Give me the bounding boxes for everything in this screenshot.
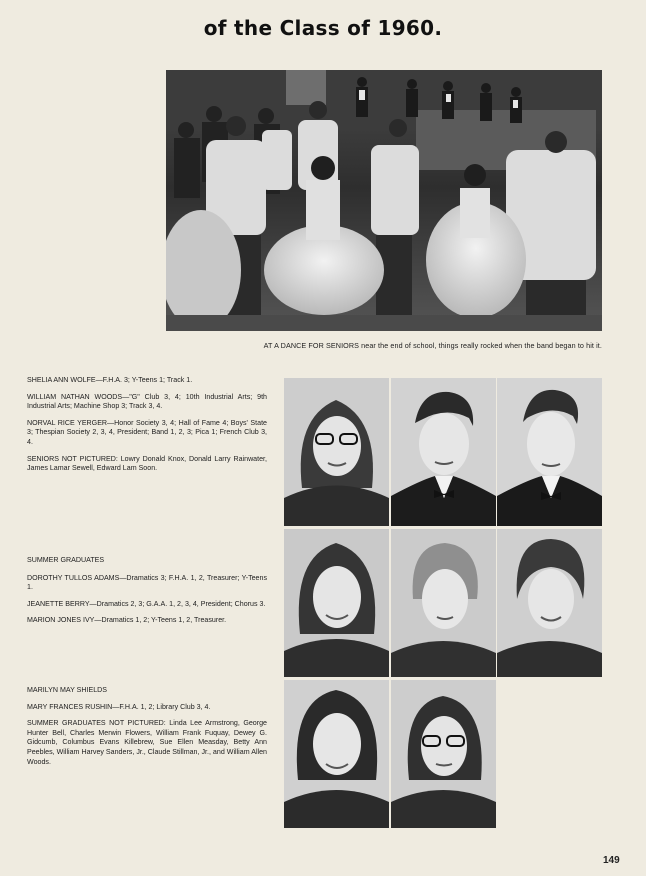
caption-text: near the end of school, things really rocked when the band began to hit it. — [359, 341, 602, 350]
portrait-jeanette-berry — [391, 529, 496, 677]
student-name: SHELIA ANN WOLFE — [27, 376, 96, 384]
student-name: NORVAL RICE YERGER — [27, 418, 108, 427]
summer-not-pictured — [27, 719, 267, 767]
student-name: WILLIAM NATHAN WOODS — [27, 392, 123, 401]
student-activities: —Dramatics 2, 3; G.A.A. 1, 2, 3, 4, President; Chorus 3. — [89, 599, 266, 608]
senior-entry — [27, 419, 267, 448]
portrait-shelia-ann-wolfe — [284, 378, 389, 526]
senior-entry — [27, 376, 267, 386]
student-activities: —Dramatics 1, 2; Y-Teens 1, 2, Treasurer. — [94, 616, 227, 625]
not-pictured-label: SENIORS NOT PICTURED: — [27, 454, 118, 463]
portrait-marilyn-may-shields — [284, 680, 389, 828]
seniors-not-pictured — [27, 455, 267, 474]
page-title: of the Class of 1960. — [203, 16, 443, 40]
not-pictured-names: Lowry Donald Knox, Donald Larry Rainwater, James Lamar Sewell, Edward Lam Soon. — [27, 454, 267, 473]
summer-graduates-text-block — [27, 556, 267, 633]
summer-entry — [27, 686, 267, 696]
student-name: JEANETTE BERRY — [27, 599, 90, 608]
not-pictured-names: Linda Lee Armstrong, George Hunter Bell, Charles Merwin Flowers, William Frank Fuquay, Dewey G. Gidcumb, Columbus Evans Killebrew, Sue Ellen Measday, Betty Ann Peebles, William Harvey Sanders, Jr., Claude Stillman, Jr., and William Allen Woods. — [27, 719, 267, 766]
student-activities: —F.H.A. 3; Y-Teens 1; Track 1. — [95, 376, 193, 384]
student-name: DOROTHY TULLOS ADAMS — [27, 573, 120, 582]
student-name: MARION JONES IVY — [27, 616, 95, 625]
seniors-text-block — [27, 376, 267, 481]
summer-entry — [27, 600, 267, 610]
portrait-mary-frances-rushin — [391, 680, 496, 828]
student-activities: —F.H.A. 1, 2; Library Club 3, 4. — [112, 702, 211, 711]
summer-graduates-continued-block — [27, 686, 267, 774]
page-number: 149 — [603, 855, 620, 866]
summer-entry — [27, 703, 267, 713]
summer-entry — [27, 616, 267, 626]
student-activities: —Honor Society 3, 4; Hall of Fame 4; Boys' State 3; Thespian Society 2, 3, 4, President; Band 1, 2, 3; Pica 1; French Club 3, 4. — [27, 418, 267, 446]
student-activities: —"G" Club 3, 4; 10th Industrial Arts; 9th Industrial Arts; Machine Shop 3; Track 3, 4. — [27, 392, 267, 411]
portrait-william-nathan-woods — [391, 378, 496, 526]
portrait-dorothy-tullos-adams — [284, 529, 389, 677]
student-name: MARILYN MAY SHIELDS — [27, 686, 108, 694]
portrait-marion-jones-ivy — [497, 529, 602, 677]
student-name: MARY FRANCES RUSHIN — [27, 702, 113, 711]
caption-lead: AT A DANCE FOR SENIORS — [263, 341, 360, 350]
summer-entry — [27, 574, 267, 593]
dance-photo-caption — [166, 341, 602, 350]
not-pictured-label: SUMMER GRADUATES NOT PICTURED: — [27, 719, 166, 728]
dance-photo — [166, 70, 602, 331]
senior-entry — [27, 393, 267, 412]
student-activities: —Dramatics 3; F.H.A. 1, 2, Treasurer; Y-Teens 1. — [27, 573, 267, 592]
summer-graduates-heading: SUMMER GRADUATES — [27, 556, 105, 564]
portrait-norval-rice-yerger — [497, 378, 602, 526]
